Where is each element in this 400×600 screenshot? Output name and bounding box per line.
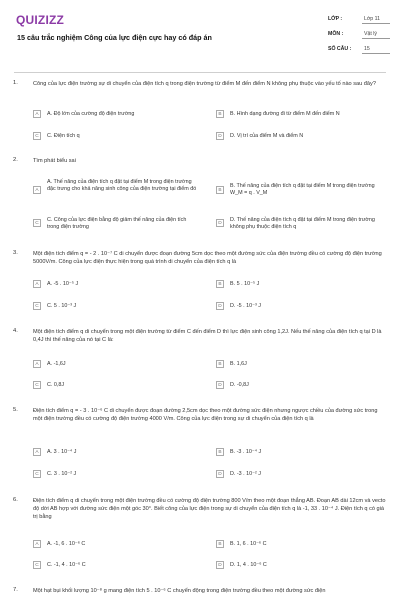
option-letter-box: C <box>33 470 41 478</box>
question-number: 6. <box>13 497 18 503</box>
option-text: C. Công của lực điện bằng độ giảm thế năng của điện tích trong điện trường <box>47 216 187 230</box>
option-text: A. -1, 6 . 10⁻⁶ C <box>47 540 86 547</box>
option-letter-box: B <box>216 110 224 118</box>
question-text: Một điện tích điểm q di chuyển trong một điện trường từ điểm C đến điểm D thì lực điện sinh công 1,2J. Nếu thế năng của điện tích q tại D là 0,4J thì thế năng của nó tại C là: <box>33 329 382 344</box>
option-text: B. Thế năng của điện tích q đặt tại điểm M trong điện trường W_M = q . V_M <box>230 182 375 196</box>
option-letter-box: D <box>216 381 224 389</box>
question-text: Điện tích điểm q = - 3 . 10⁻⁶ C di chuyển được đoạn đường 2,5cm dọc theo một đường sức điện nhưng ngược chiều của đường sức trong một điện trường đều có cường độ điện trường 4000 V/m. Công của lực điện trong sự di chuyển của điện tích q là <box>33 408 378 423</box>
question-text: Điện tích điểm q di chuyển trong một điện trường đều có cường độ điện trường 800 V/m theo một đoạn thẳng AB. Đoạn AB dài 12cm và vecto độ dời AB hợp với đường sức điện một góc 30°. Biết công của lực điện trong sự di chuyển của điện tích q là -1, 33 . 10⁻⁴ J. Điện tích q có giá trị bằng <box>33 498 386 521</box>
option-text: B. 1,6J <box>230 360 247 367</box>
question-number: 3. <box>13 250 18 256</box>
option-text: D. -0,8J <box>230 381 249 388</box>
option-text: B. Hình dạng đường đi từ điểm M đến điểm N <box>230 110 340 117</box>
option-letter-box: C <box>33 381 41 389</box>
option-text: C. 3 . 10⁻² J <box>47 470 77 477</box>
question-text: Công của lực điện trường sự di chuyển của điện tích q trong điện trường từ điểm M đến điểm N không phụ thuộc vào yếu tố nào sau đây? <box>33 81 376 87</box>
option-letter-box: D <box>216 470 224 478</box>
meta-count-label: SỐ CÂU : <box>328 46 352 52</box>
question-number: 7. <box>13 587 18 593</box>
option-letter-box: C <box>33 132 41 140</box>
option-letter-box: B <box>216 186 224 194</box>
option-letter-box: C <box>33 561 41 569</box>
option-text: C. -1, 4 . 10⁻⁶ C <box>47 561 86 568</box>
option-text: A. -1,6J <box>47 360 66 367</box>
option-text: C. 0,8J <box>47 381 65 388</box>
header <box>0 0 400 64</box>
meta-count-value: 15 <box>364 46 370 52</box>
option-text: B. 5 . 10⁻⁵ J <box>230 280 260 287</box>
option-letter-box: A <box>33 360 41 368</box>
option-text: D. Vị trí của điểm M và điểm N <box>230 132 304 139</box>
question-number: 2. <box>13 157 18 163</box>
option-text: A. -5 . 10⁻⁵ J <box>47 280 79 287</box>
option-letter-box: A <box>33 448 41 456</box>
option-text: D. -3 . 10⁻² J <box>230 470 262 477</box>
page-title: 15 câu trắc nghiệm Công của lực điện cực hay có đáp án <box>17 33 212 42</box>
meta-subject-value: Vật lý <box>364 31 377 37</box>
option-letter-box: B <box>216 360 224 368</box>
option-text: C. Điện tích q <box>47 132 80 139</box>
option-letter-box: B <box>216 280 224 288</box>
meta-class-label: LỚP : <box>328 16 343 22</box>
option-letter-box: A <box>33 540 41 548</box>
option-letter-box: A <box>33 186 41 194</box>
option-text: A. 3 . 10⁻⁴ J <box>47 448 77 455</box>
option-text: B. 1, 6 . 10⁻⁶ C <box>230 540 267 547</box>
option-letter-box: D <box>216 302 224 310</box>
option-letter-box: D <box>216 132 224 140</box>
meta-subject-label: MÔN : <box>328 31 344 37</box>
option-letter-box: A <box>33 110 41 118</box>
quizizz-logo: QUIZIZZ <box>16 13 65 27</box>
option-text: D. -5 . 10⁻³ J <box>230 302 262 309</box>
option-letter-box: C <box>33 302 41 310</box>
option-letter-box: B <box>216 448 224 456</box>
question-text: Một hạt bụi khối lượng 10⁻⁸ g mang điện tích 5 . 10⁻⁶ C chuyển động trong điện trường đều theo một đường sức điện <box>33 588 326 594</box>
option-text: A. Độ lớn của cường độ điện trường <box>47 110 135 117</box>
question-number: 5. <box>13 407 18 413</box>
meta-underline <box>362 23 390 24</box>
meta-underline <box>362 53 390 54</box>
header-divider <box>14 72 386 73</box>
option-text: C. 5 . 10⁻³ J <box>47 302 77 309</box>
question-number: 4. <box>13 328 18 334</box>
question-text: Một điện tích điểm q = - 2 . 10⁻⁷ C di chuyển được đoạn đường 5cm dọc theo một đường sức của điện trường đều có cường độ điện trường 5000V/m. Công của lực điện thực hiện trong quá trình di chuyển của điện tích q là <box>33 251 382 266</box>
option-letter-box: D <box>216 219 224 227</box>
option-text: B. -3 . 10⁻⁴ J <box>230 448 262 455</box>
option-text: D. Thế năng của điện tích q đặt tại điểm M trong điện trường không phụ thuộc điện tích q <box>230 216 375 230</box>
question-text: Tìm phát biểu sai <box>33 158 76 164</box>
option-letter-box: A <box>33 280 41 288</box>
option-letter-box: B <box>216 540 224 548</box>
option-text: D. 1, 4 . 10⁻⁶ C <box>230 561 267 568</box>
question-number: 1. <box>13 80 18 86</box>
meta-underline <box>362 38 390 39</box>
option-text: A. Thế năng của điện tích q đặt tại điểm M trong điện trường đặc trưng cho khả năng sinh công của điện trường tại điểm đó <box>47 178 197 192</box>
option-letter-box: D <box>216 561 224 569</box>
option-letter-box: C <box>33 219 41 227</box>
meta-class-value: Lớp 11 <box>364 16 380 22</box>
